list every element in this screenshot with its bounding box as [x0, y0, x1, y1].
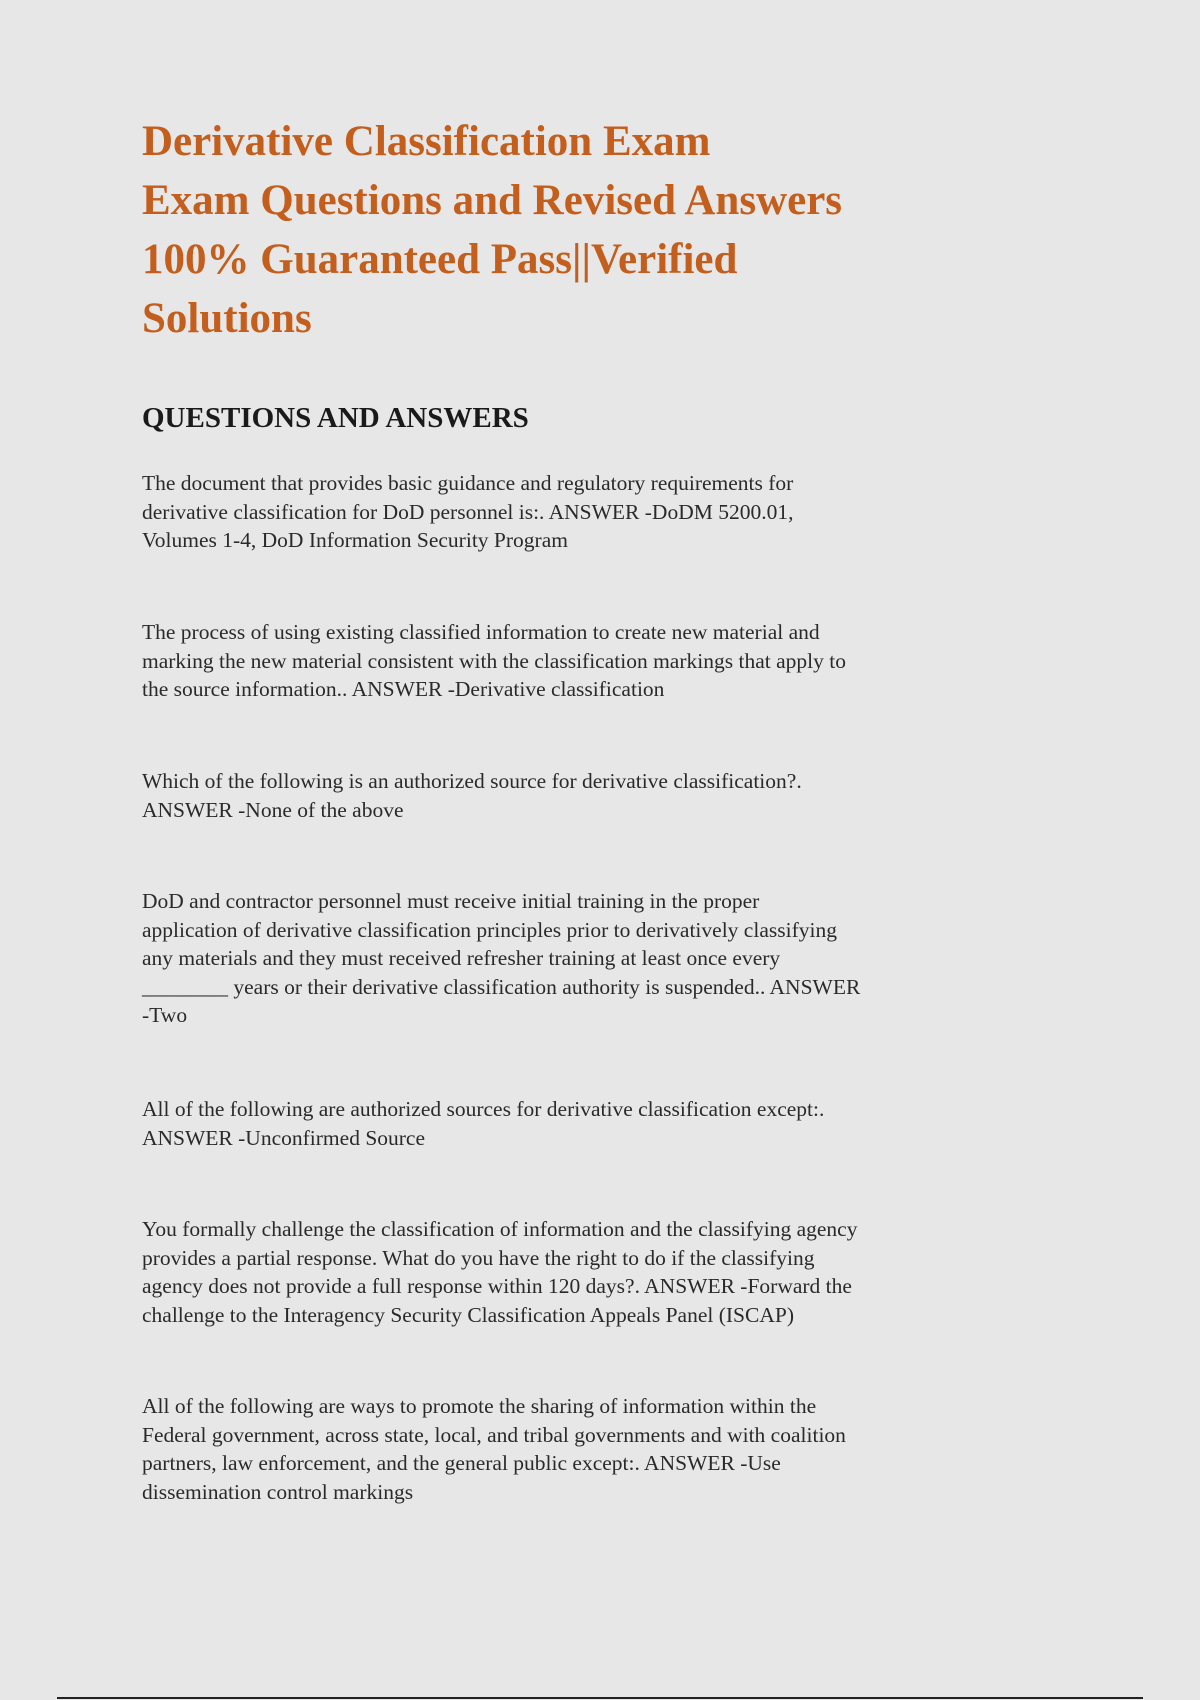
qa-item-2 — [142, 618, 982, 704]
qa-item-6 — [142, 1215, 982, 1329]
qa-line: application of derivative classification principles prior to derivatively classifying — [142, 917, 837, 942]
qa-line: derivative classification for DoD personnel is:. ANSWER -DoDM 5200.01, — [142, 499, 794, 524]
qa-line: Which of the following is an authorized source for derivative classification?. — [142, 769, 802, 793]
qa-item-1 — [142, 469, 982, 555]
title-line-4: Solutions — [142, 295, 312, 342]
bottom-divider — [57, 1697, 1143, 1699]
qa-line: The process of using existing classified information to create new material and — [142, 620, 820, 644]
title-line-2: Exam Questions and Revised Answers — [142, 177, 843, 224]
qa-line: All of the following are ways to promote the sharing of information within the — [142, 1394, 817, 1418]
qa-line: You formally challenge the classification of information and the classifying agency — [142, 1217, 858, 1241]
qa-line: agency does not provide a full response within 120 days?. ANSWER -Forward the — [142, 1274, 852, 1298]
qa-line: partners, law enforcement, and the general public except:. ANSWER -Use — [142, 1451, 781, 1475]
qa-item-3 — [142, 767, 982, 824]
qa-item-4 — [142, 887, 982, 1030]
qa-line: The document that provides basic guidance and regulatory requirements for — [142, 471, 794, 495]
qa-line: challenge to the Interagency Security Classification Appeals Panel (ISCAP) — [142, 1302, 794, 1327]
section-heading: QUESTIONS AND ANSWERS — [142, 402, 529, 434]
qa-line: All of the following are authorized sources for derivative classification except:. — [142, 1097, 825, 1121]
qa-line: the source information.. ANSWER -Derivative classification — [142, 677, 665, 701]
title-line-3: 100% Guaranteed Pass||Verified — [142, 236, 738, 283]
qa-line: Volumes 1-4, DoD Information Security Program — [142, 528, 568, 552]
qa-line: provides a partial response. What do you have the right to do if the classifying — [142, 1245, 815, 1270]
qa-line: any materials and they must received refresher training at least once every — [142, 946, 781, 970]
qa-line: ANSWER -None of the above — [142, 797, 404, 822]
qa-line: DoD and contractor personnel must receive initial training in the proper — [142, 889, 760, 913]
title-line-1: Derivative Classification Exam — [142, 118, 711, 165]
qa-line: Federal government, across state, local, and tribal governments and with coalition — [142, 1422, 846, 1447]
qa-line: ________ years or their derivative classification authority is suspended.. ANSWER — [142, 974, 861, 999]
qa-item-7 — [142, 1392, 982, 1506]
qa-line: -Two — [142, 1003, 188, 1027]
qa-line: ANSWER -Unconfirmed Source — [142, 1125, 426, 1150]
qa-line: dissemination control markings — [142, 1479, 414, 1504]
qa-line: marking the new material consistent with the classification markings that apply to — [142, 648, 846, 673]
qa-item-5 — [142, 1095, 982, 1152]
document-title — [142, 112, 1042, 348]
